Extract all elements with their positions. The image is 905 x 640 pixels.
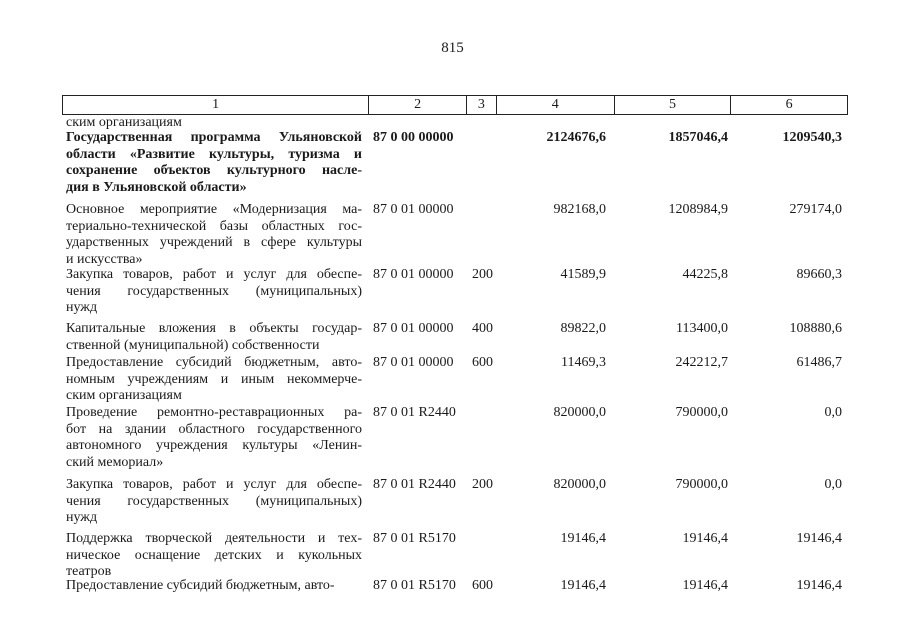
row-name-line: ским организациям bbox=[66, 388, 182, 403]
row-code: 87 0 01 R2440 bbox=[373, 405, 456, 420]
row-name-line: номным учреждениям и иным некоммерче- bbox=[66, 371, 362, 387]
row-code: 87 0 01 00000 bbox=[373, 267, 454, 282]
row-name-line: Капитальные вложения в объекты государ- bbox=[66, 321, 362, 336]
row-value-2025: 1857046,4 bbox=[668, 130, 728, 145]
row-name-line: Предоставление субсидий бюджетным, авто- bbox=[66, 578, 335, 593]
row-name-line: ский мемориал» bbox=[66, 454, 164, 470]
row-value-2026: 61486,7 bbox=[796, 355, 842, 370]
row-name bbox=[66, 477, 362, 527]
row-name-line: Основное мероприятие «Модернизация ма- bbox=[66, 202, 362, 217]
row-value-2025: 1208984,9 bbox=[668, 202, 728, 217]
header-col-4: 4 bbox=[497, 96, 615, 114]
header-col-2: 2 bbox=[369, 96, 467, 114]
row-name-line: ударственных учреждений в сфере культуры bbox=[66, 235, 362, 250]
row-value-2025: 790000,0 bbox=[675, 477, 728, 492]
row-value-2025: 242212,7 bbox=[675, 355, 728, 370]
row-name-line: автономного учреждения культуры «Ленин- bbox=[66, 438, 362, 453]
row-expense-type: 600 bbox=[472, 578, 493, 593]
row-name bbox=[66, 130, 362, 196]
row-name bbox=[66, 267, 362, 317]
row-value-2024: 820000,0 bbox=[553, 405, 606, 420]
row-value-2024: 820000,0 bbox=[553, 477, 606, 492]
row-name-line: Проведение ремонтно-реставрационных ра- bbox=[66, 405, 362, 420]
row-value-2026: 0,0 bbox=[824, 405, 842, 420]
row-name bbox=[66, 202, 362, 268]
row-value-2026: 279174,0 bbox=[789, 202, 842, 217]
row-value-2024: 41589,9 bbox=[560, 267, 606, 282]
row-value-2025: 44225,8 bbox=[682, 267, 728, 282]
row-name-line: Предоставление субсидий бюджетным, авто- bbox=[66, 355, 362, 370]
row-name-line: чения государственных (муниципальных) bbox=[66, 283, 362, 299]
row-value-2026: 1209540,3 bbox=[782, 130, 842, 145]
row-value-2024: 2124676,6 bbox=[546, 130, 606, 145]
page-number: 815 bbox=[441, 40, 464, 56]
row-value-2024: 11469,3 bbox=[561, 355, 606, 370]
row-expense-type: 400 bbox=[472, 321, 493, 336]
row-name-line: Поддержка творческой деятельности и тех- bbox=[66, 531, 362, 546]
continuation-text: ским организациям bbox=[66, 115, 182, 130]
row-value-2026: 89660,3 bbox=[796, 267, 842, 282]
row-name-line: области «Развитие культуры, туризма и bbox=[66, 146, 362, 162]
header-col-5: 5 bbox=[615, 96, 732, 114]
row-name bbox=[66, 405, 362, 471]
row-name-line: дия в Ульяновской области» bbox=[66, 179, 247, 195]
row-name bbox=[66, 578, 362, 595]
row-code: 87 0 01 00000 bbox=[373, 202, 454, 217]
row-value-2025: 790000,0 bbox=[675, 405, 728, 420]
row-name bbox=[66, 531, 362, 581]
header-col-1: 1 bbox=[63, 96, 369, 114]
row-name-line: териально-технической базы областных гос- bbox=[66, 218, 362, 234]
row-name-line: театров bbox=[66, 564, 112, 579]
row-value-2024: 982168,0 bbox=[553, 202, 606, 217]
row-name-line: Закупка товаров, работ и услуг для обеспе- bbox=[66, 477, 362, 492]
row-name-line: чения государственных (муниципальных) bbox=[66, 493, 362, 509]
row-code: 87 0 01 R5170 bbox=[373, 578, 456, 593]
row-name-line: бот на здании областного государственного bbox=[66, 421, 362, 437]
row-value-2026: 19146,4 bbox=[796, 578, 842, 593]
row-value-2024: 19146,4 bbox=[560, 578, 606, 593]
row-name bbox=[66, 321, 362, 354]
row-value-2024: 19146,4 bbox=[560, 531, 606, 546]
row-value-2025: 19146,4 bbox=[682, 531, 728, 546]
row-value-2026: 0,0 bbox=[824, 477, 842, 492]
row-name bbox=[66, 355, 362, 405]
row-code: 87 0 01 R5170 bbox=[373, 531, 456, 546]
row-name-line: сохранение объектов культурного насле- bbox=[66, 163, 362, 178]
header-col-6: 6 bbox=[785, 97, 793, 112]
row-value-2024: 89822,0 bbox=[560, 321, 606, 336]
row-name-line: нужд bbox=[66, 510, 98, 525]
row-name-line: ническое оснащение детских и кукольных bbox=[66, 547, 362, 563]
row-name-line: Государственная программа Ульяновской bbox=[66, 130, 362, 145]
table-header bbox=[62, 95, 848, 115]
row-code: 87 0 01 R2440 bbox=[373, 477, 456, 492]
row-value-2026: 19146,4 bbox=[796, 531, 842, 546]
row-code: 87 0 00 00000 bbox=[373, 130, 454, 145]
row-value-2025: 113400,0 bbox=[676, 321, 728, 336]
row-name-line: Закупка товаров, работ и услуг для обеспе- bbox=[66, 267, 362, 282]
row-expense-type: 600 bbox=[472, 355, 493, 370]
row-value-2025: 19146,4 bbox=[682, 578, 728, 593]
row-code: 87 0 01 00000 bbox=[373, 355, 454, 370]
header-col-3: 3 bbox=[467, 96, 497, 114]
row-expense-type: 200 bbox=[472, 267, 493, 282]
row-name-line: нужд bbox=[66, 300, 98, 315]
row-expense-type: 200 bbox=[472, 477, 493, 492]
row-name-line: ственной (муниципальной) собственности bbox=[66, 337, 320, 353]
row-name-line: и искусства» bbox=[66, 251, 143, 267]
row-value-2026: 108880,6 bbox=[789, 321, 842, 336]
row-code: 87 0 01 00000 bbox=[373, 321, 454, 336]
